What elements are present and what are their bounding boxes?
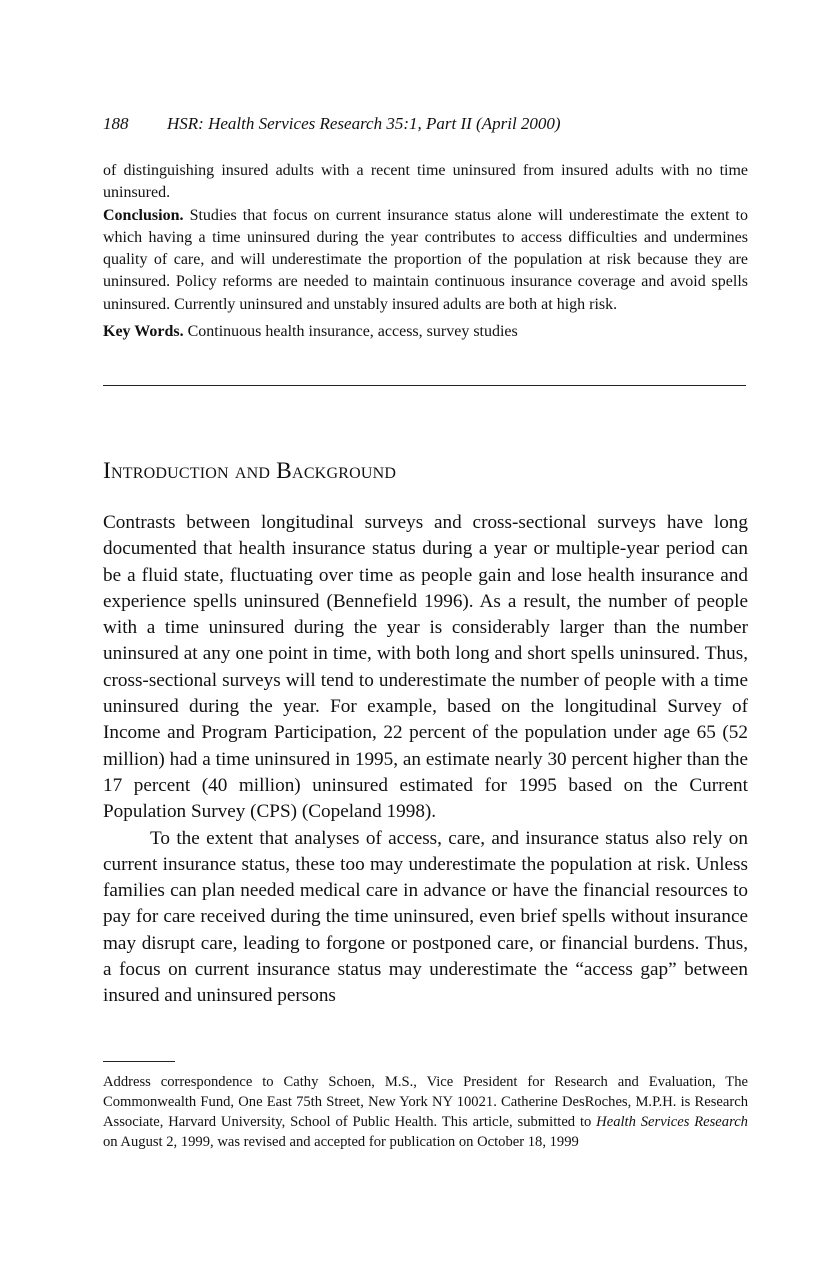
keywords-text: Continuous health insurance, access, survey studies — [183, 323, 518, 341]
abstract-keywords — [103, 321, 748, 343]
footnote-journal: Health Services Research — [596, 1114, 748, 1130]
body-paragraph: Contrasts between longitudinal surveys and cross-sectional surveys have long documented that health insurance status during a year or multiple-year period can be a fluid state, fluctuating over time as people gain and lose health insurance and experience spells uninsured (Bennefield 1996). As a result, the number of people with a time uninsured during the year is considerably larger than the number uninsured at any one point in time, with both long and short spells uninsured. Thus, cross-sectional surveys will tend to underestimate the number of people with a time uninsured during the year. For example, based on the longitudinal Survey of Income and Program Participation, 22 percent of the population under age 65 (52 million) had a time uninsured in 1995, an estimate nearly 30 percent higher than the 17 percent (40 million) uninsured estimated for 1995 based on the Current Population Survey (CPS) (Copeland 1998). — [103, 512, 748, 823]
footnote-divider — [103, 1061, 175, 1062]
abstract-conclusion — [103, 205, 748, 316]
abstract-divider — [103, 385, 746, 386]
conclusion-text: Studies that focus on current insurance status alone will underestimate the extent to which having a time uninsured during the year contributes to access difficulties and undermines quality of care, and will underestimate the proportion of the population at risk because they are uninsured. Policy reforms are needed to maintain continuous insurance coverage and avoid spells uninsured. Currently uninsured and unstably insured adults are both at high risk. — [103, 206, 748, 313]
body-paragraph: To the extent that analyses of access, care, and insurance status also rely on current insurance status, these too may underestimate the population at risk. Unless families can plan needed medical care in advance or have the financial resources to pay for care received during the time uninsured, even brief spells without insurance may disrupt care, leading to forgone or postponed care, or financial burdens. Thus, a focus on current insurance status may underestimate the “access gap” between insured and uninsured persons — [103, 827, 748, 1007]
page-number: 188 — [103, 114, 129, 133]
footnote-text-before: Address correspondence to Cathy Schoen, M.S., Vice President for Research and Evaluation, The Commonwealth Fund, One East 75th Street, New York NY 10021. Catherine DesRoches, M.P.H. is Research Associate, Harvard University, School of Public Health. This article, submitted to — [103, 1074, 748, 1130]
conclusion-label: Conclusion. — [103, 206, 184, 224]
section-heading: Introduction and Background — [103, 458, 397, 484]
journal-citation: HSR: Health Services Research 35:1, Part II (April 2000) — [167, 114, 561, 133]
abstract-continuation: of distinguishing insured adults with a recent time uninsured from insured adults with no time uninsured. — [103, 162, 748, 202]
abstract — [103, 160, 748, 343]
running-header — [103, 114, 561, 134]
keywords-label: Key Words. — [103, 323, 184, 341]
body-text — [103, 510, 748, 1010]
footnote — [103, 1072, 748, 1152]
footnote-text-after: on August 2, 1999, was revised and accepted for publication on October 18, 1999 — [103, 1134, 579, 1150]
